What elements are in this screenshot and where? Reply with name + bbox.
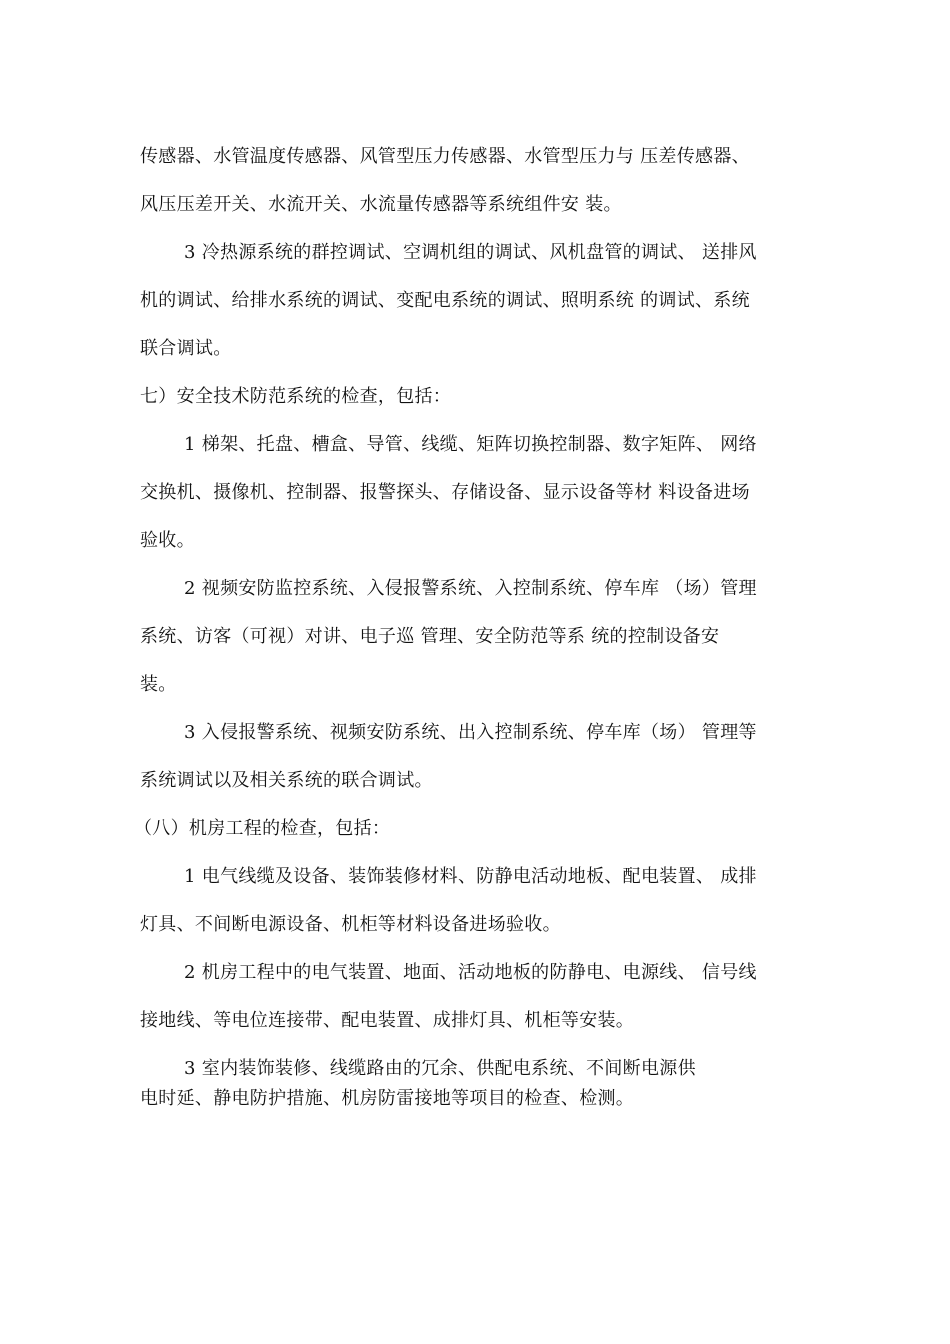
- paragraph-3-line-2: 机的调试、给排水系统的调试、变配电系统的调试、照明系统 的调试、系统: [140, 290, 750, 311]
- section-8-item-3-line-1: 3 室内装饰装修、线缆路由的冗余、供配电系统、不间断电源供: [184, 1058, 696, 1079]
- section-heading-7: 七）安全技术防范系统的检查，包括：: [140, 386, 452, 407]
- section-7-item-2-line-3: 装。: [140, 674, 177, 695]
- text-line-1: 传感器、水管温度传感器、风管型压力传感器、水管型压力与 压差传感器、: [140, 146, 750, 167]
- section-7-item-2-line-2: 系统、访客（可视）对讲、电子巡 管理、安全防范等系 统的控制设备安: [140, 626, 720, 647]
- paragraph-3-line-1: 3 冷热源系统的群控调试、空调机组的调试、风机盘管的调试、 送排风: [184, 242, 757, 263]
- section-7-item-3-line-1: 3 入侵报警系统、视频安防系统、出入控制系统、停车库（场） 管理等: [184, 722, 757, 743]
- section-8-item-2-line-2: 接地线、等电位连接带、配电装置、成排灯具、机柜等安装。: [140, 1010, 635, 1031]
- section-7-item-1-line-3: 验收。: [140, 530, 195, 551]
- section-7-item-1-line-1: 1 梯架、托盘、槽盒、导管、线缆、矩阵切换控制器、数字矩阵、 网络: [184, 434, 757, 455]
- section-7-item-1-line-2: 交换机、摄像机、控制器、报警探头、存储设备、显示设备等材 料设备进场: [140, 482, 750, 503]
- section-heading-8: （八）机房工程的检查，包括：: [134, 818, 391, 839]
- section-7-item-3-line-2: 系统调试以及相关系统的联合调试。: [140, 770, 433, 791]
- section-8-item-1-line-1: 1 电气线缆及设备、装饰装修材料、防静电活动地板、配电装置、 成排: [184, 866, 757, 887]
- section-7-item-2-line-1: 2 视频安防监控系统、入侵报警系统、入控制系统、停车库 （场）管理: [184, 578, 757, 599]
- paragraph-3-line-3: 联合调试。: [140, 338, 232, 359]
- section-8-item-2-line-1: 2 机房工程中的电气装置、地面、活动地板的防静电、电源线、 信号线: [184, 962, 757, 983]
- section-8-item-3-line-2: 电时延、静电防护措施、机房防雷接地等项目的检查、检测。: [140, 1088, 635, 1109]
- text-line-2: 风压压差开关、水流开关、水流量传感器等系统组件安 装。: [140, 194, 622, 215]
- section-8-item-1-line-2: 灯具、不间断电源设备、机柜等材料设备进场验收。: [140, 914, 561, 935]
